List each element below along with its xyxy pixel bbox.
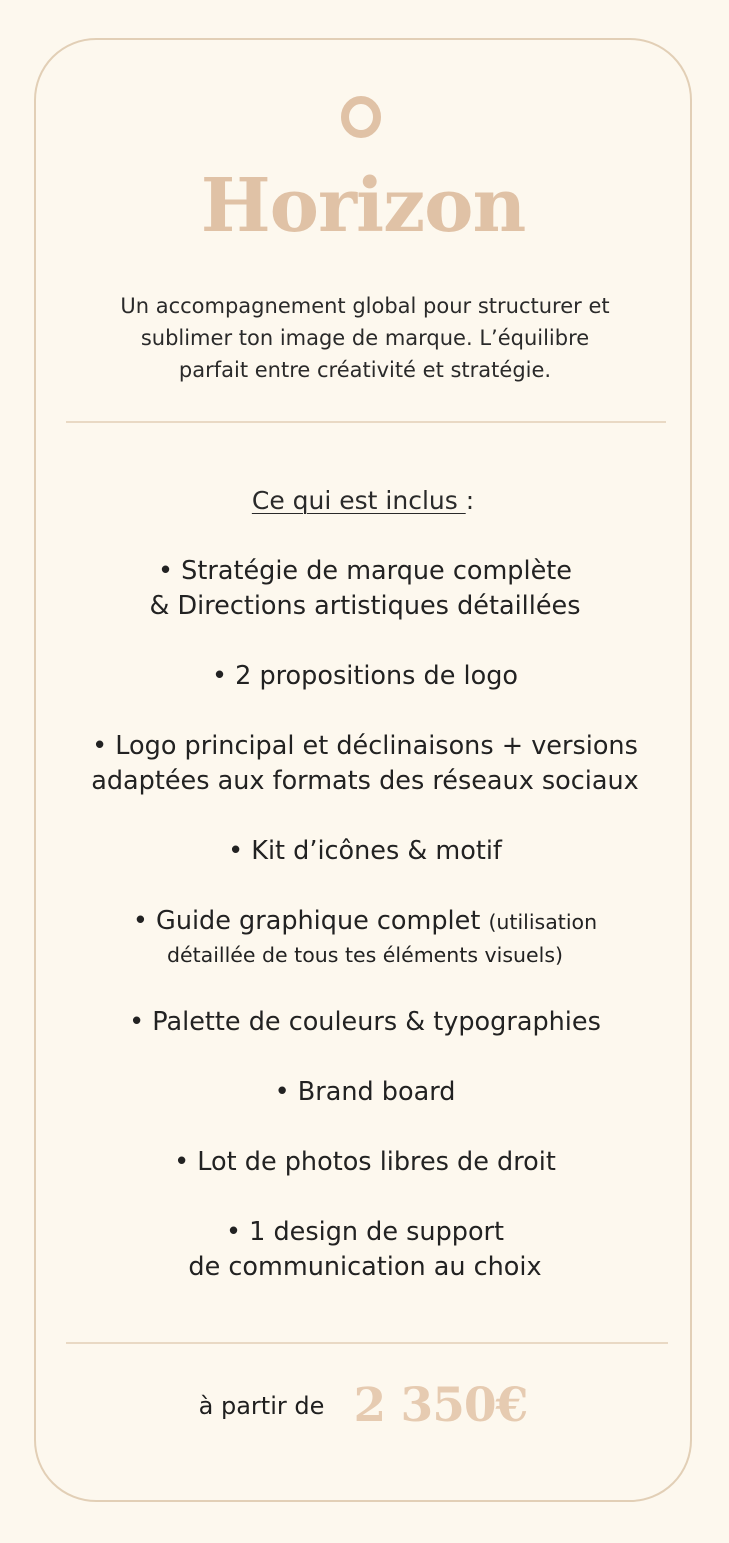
price-prefix: à partir de <box>198 1391 325 1420</box>
intro-text <box>76 290 654 386</box>
list-item <box>50 1215 680 1285</box>
included-heading-colon: : <box>465 486 475 515</box>
included-heading <box>36 484 690 518</box>
guide-item-main: • Guide graphique complet <box>132 906 489 936</box>
list-item-line: • Lot de photos libres de droit <box>174 1147 556 1177</box>
list-item <box>50 554 680 624</box>
list-item <box>50 904 680 970</box>
included-list <box>50 554 680 1320</box>
list-item-line: • 2 propositions de logo <box>211 661 519 691</box>
divider <box>66 1342 668 1344</box>
list-item <box>50 1005 680 1040</box>
offer-card <box>34 38 692 1502</box>
intro-line: parfait entre créativité et stratégie. <box>178 358 552 382</box>
list-item <box>50 1145 680 1180</box>
guide-item-paren: (utilisation <box>488 910 598 934</box>
ring-logo-icon <box>338 94 384 140</box>
price-row <box>36 1378 690 1433</box>
list-item-line: • Palette de couleurs & typographies <box>129 1007 601 1037</box>
intro-line: Un accompagnement global pour structurer et <box>120 294 610 318</box>
list-item-line: • Logo principal et déclinaisons + versions <box>92 731 638 761</box>
divider <box>66 421 666 423</box>
list-item-line: adaptées aux formats des réseaux sociaux <box>91 766 639 796</box>
list-item <box>50 659 680 694</box>
list-item-line: • Kit d’icônes & motif <box>228 836 502 866</box>
list-item <box>50 1075 680 1110</box>
list-item-line: • Stratégie de marque complète <box>158 556 572 586</box>
included-heading-label: Ce qui est inclus <box>251 486 466 515</box>
list-item-line: • 1 design de support <box>225 1217 505 1247</box>
price-value: 2 350€ <box>353 1378 528 1433</box>
list-item-line: & Directions artistiques détaillées <box>149 591 581 621</box>
intro-line: sublimer ton image de marque. L’équilibre <box>140 326 590 350</box>
list-item <box>50 729 680 799</box>
brand-title: Horizon <box>200 163 526 249</box>
list-item-line: détaillée de tous tes éléments visuels) <box>166 943 564 967</box>
list-item-line: de communication au choix <box>188 1252 542 1282</box>
list-item-line: • Brand board <box>274 1077 456 1107</box>
list-item-line <box>50 904 680 940</box>
list-item <box>50 834 680 869</box>
